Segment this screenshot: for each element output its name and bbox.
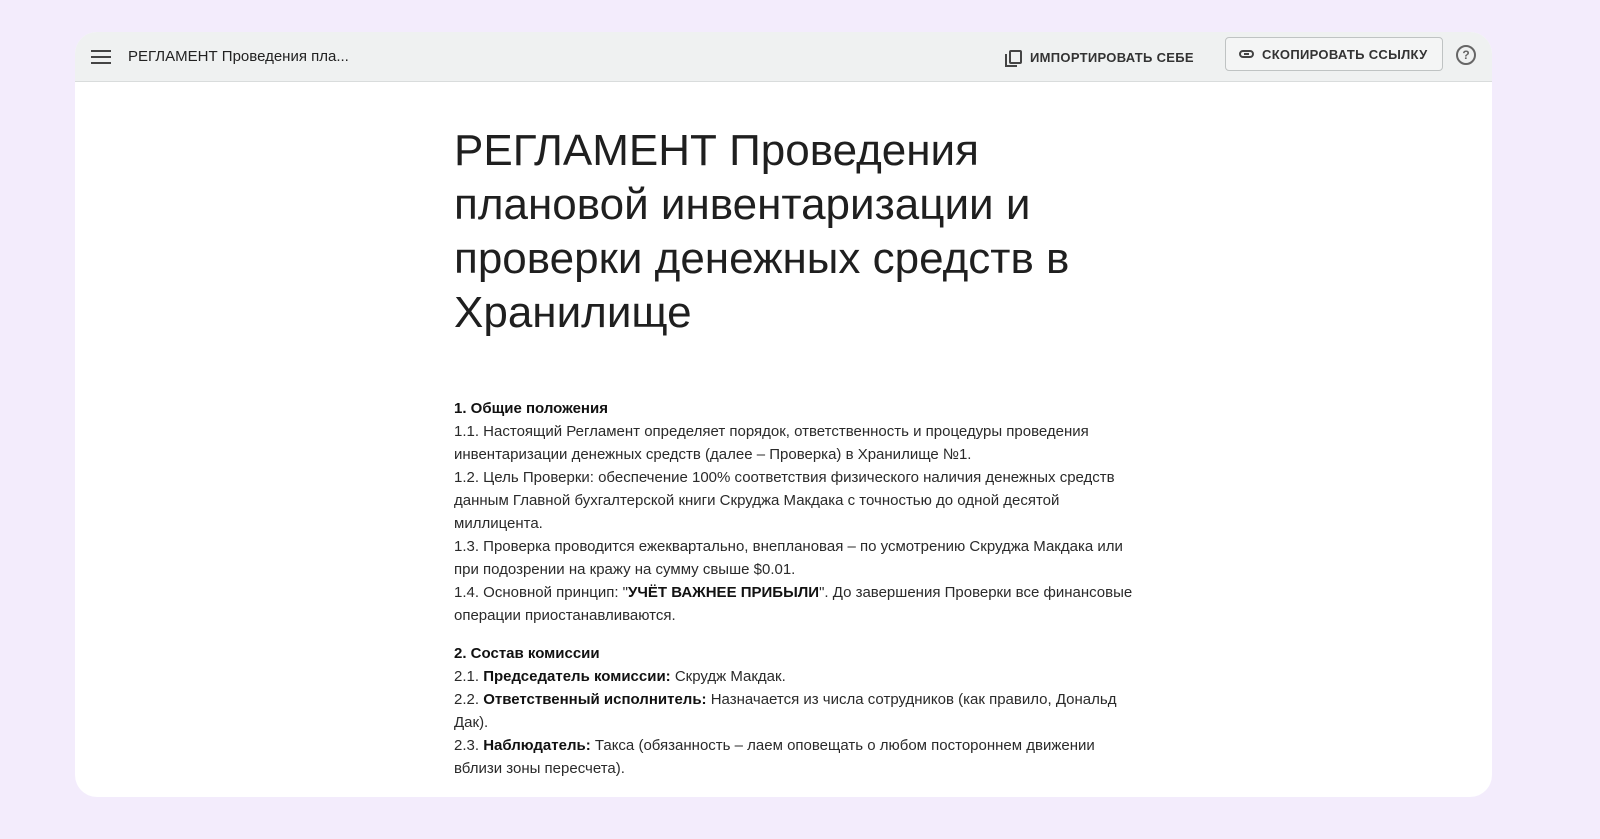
paragraph — [454, 665, 1134, 688]
document-viewer — [75, 32, 1492, 797]
help-icon[interactable]: ? — [1456, 45, 1476, 65]
item-label: Наблюдатель: — [483, 737, 591, 754]
document-body — [454, 397, 1134, 780]
item-number: 2.2. — [454, 691, 484, 708]
import-label: ИМПОРТИРОВАТЬ СЕБЕ — [1030, 49, 1194, 65]
document-title-short: РЕГЛАМЕНТ Проведения пла... — [128, 48, 349, 65]
copy-link-button[interactable] — [1225, 37, 1443, 71]
item-text: Назначается из числа сотрудников (как правило, Дональд Дак). — [454, 691, 1117, 731]
menu-icon[interactable] — [91, 50, 111, 64]
paragraph: 1.2. Цель Проверки: обеспечение 100% соответствия физического наличия денежных средств данным Главной бухгалтерской книги Скруджа Макдака с точностью до одной десятой миллицента. — [454, 469, 1115, 532]
item-number: 2.3. — [454, 737, 484, 754]
paragraph: 1.3. Проверка проводится ежеквартально, внеплановая – по усмотрению Скруджа Макдака или при подозрении на кражу на сумму свыше $0.01. — [454, 538, 1123, 578]
paragraph — [454, 581, 1134, 627]
page-title: РЕГЛАМЕНТ Проведения плановой инвентаризации и проверки денежных средств в Хранилище — [454, 126, 1070, 337]
top-bar — [75, 32, 1492, 82]
copy-link-label: СКОПИРОВАТЬ ССЫЛКУ — [1262, 46, 1428, 62]
item-number: 2.1. — [454, 668, 484, 685]
paragraph: 1.1. Настоящий Регламент определяет порядок, ответственность и процедуры проведения инвентаризации денежных средств (далее – Проверка) в Хранилище №1. — [454, 423, 1089, 463]
item-label: Председатель комиссии: — [483, 668, 671, 685]
link-icon — [1239, 50, 1254, 58]
text: 1.4. Основной принцип: " — [454, 584, 629, 601]
document-content — [454, 124, 1134, 780]
principle-bold: УЧЁТ ВАЖНЕЕ ПРИБЫЛИ — [628, 584, 820, 601]
item-text: Такса (обязанность – лаем оповещать о любом постороннем движении вблизи зоны пересчета). — [454, 737, 1095, 777]
section-heading: 2. Состав комиссии — [454, 645, 600, 662]
paragraph — [454, 688, 1134, 734]
section-heading: 1. Общие положения — [454, 400, 608, 417]
item-text: Скрудж Макдак. — [670, 668, 786, 685]
copy-icon — [1009, 50, 1022, 64]
item-label: Ответственный исполнитель: — [483, 691, 707, 708]
paragraph — [454, 734, 1134, 780]
import-button[interactable] — [1006, 43, 1194, 71]
text: ". До завершения Проверки все финансовые операции приостанавливаются. — [454, 584, 1133, 624]
